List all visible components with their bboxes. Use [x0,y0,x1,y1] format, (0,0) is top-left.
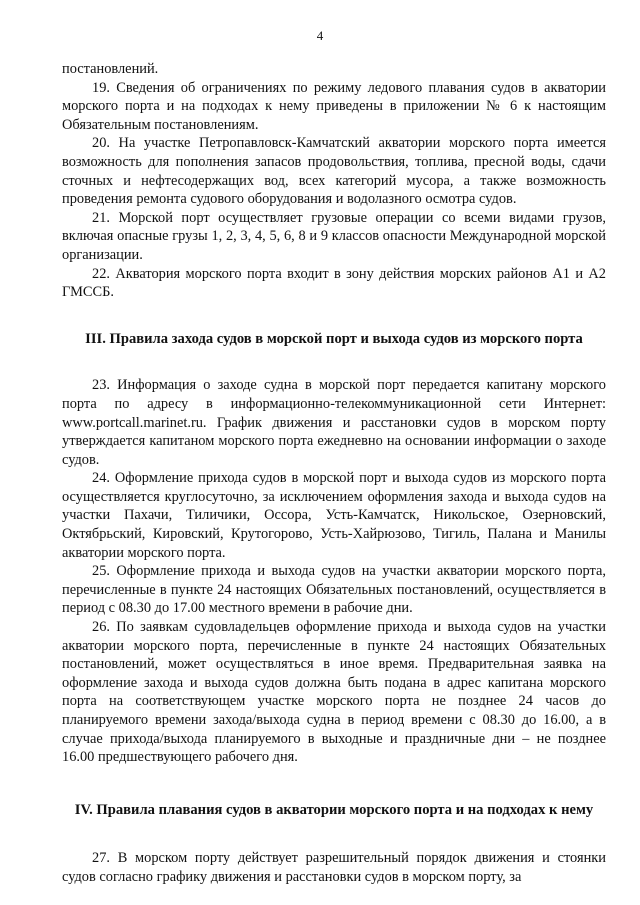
paragraph-22: 22. Акватория морского порта входит в зону действия морских районов А1 и А2 ГМССБ. [62,265,606,301]
paragraph-21: 21. Морской порт осуществляет грузовые операции со всеми видами грузов, включая опасные грузы 1, 2, 3, 4, 5, 6, 8 и 9 классов опасности Международной морской организации. [62,209,606,263]
section-heading-4: IV. Правила плавания судов в акватории морского порта и на подходах к нему [74,801,594,818]
paragraph-23: 23. Информация о заходе судна в морской порт передается капитану морского порта по адресу в информационно-телекоммуникационной сети Интернет: www.portcall.marinet.ru. График движения и расстановки судов в морском порту утверждается капитаном морского порта ежедневно на основании информации о заходе судов. [62,377,606,468]
document-body [62,60,606,887]
page-number: 4 [316,28,324,43]
paragraph-19: 19. Сведения об ограничениях по режиму ледового плавания судов в акватории морского порта и на подходах к нему приведены в приложении № 6 к настоящим Обязательным постановлениям. [62,79,606,133]
paragraph-continuation: постановлений. [62,61,159,77]
paragraph-27: 27. В морском порту действует разрешительный порядок движения и стоянки судов согласно графику движения и расстановки судов в морском порту, за [62,850,606,885]
paragraph-20: 20. На участке Петропавловск-Камчатский акватории морского порта имеется возможность для пополнения запасов продовольствия, топлива, пресной воды, сдачи сточных и нефтесодержащих вод, всех категорий мусора, а также возможность проведения ремонта судового оборудования и водолазного осмотра судов. [62,135,606,208]
section-heading-3: III. Правила захода судов в морской порт и выхода судов из морского порта [85,330,583,347]
paragraph-24: 24. Оформление прихода судов в морской порт и выхода судов из морского порта осуществляется круглосуточно, за исключением оформления захода и выхода судов на участки Пахачи, Тиличики, Оссора, Усть-Камчатск, Никольское, Озерновский, Октябрьский, Кировский, Крутогорово, Усть-Хайрюзово, Тигиль, Палана и Манилы акватории морского порта. [62,470,606,561]
paragraph-25: 25. Оформление прихода и выхода судов на участки акватории морского порта, перечисленные в пункте 24 настоящих Обязательных постановлений, осуществляется в период с 08.30 до 17.00 местного времени в рабочие дни. [62,563,606,617]
paragraph-26: 26. По заявкам судовладельцев оформление прихода и выхода судов на участки акватории морского порта, перечисленные в пункте 24 настоящих Обязательных постановлений, может осуществляться в иное время. Предварительная заявка на оформление захода и выхода судов должна быть подана в адрес капитана морского порта на соответствующем участке морского порта не позднее 24 часов до планируемого времени захода/выхода судна в период времени с 08.30 до 16.00, а в случае прихода/выхода планируемого в выходные и праздничные дни – не позднее 16.00 предшествующего рабочего дня. [62,619,606,766]
